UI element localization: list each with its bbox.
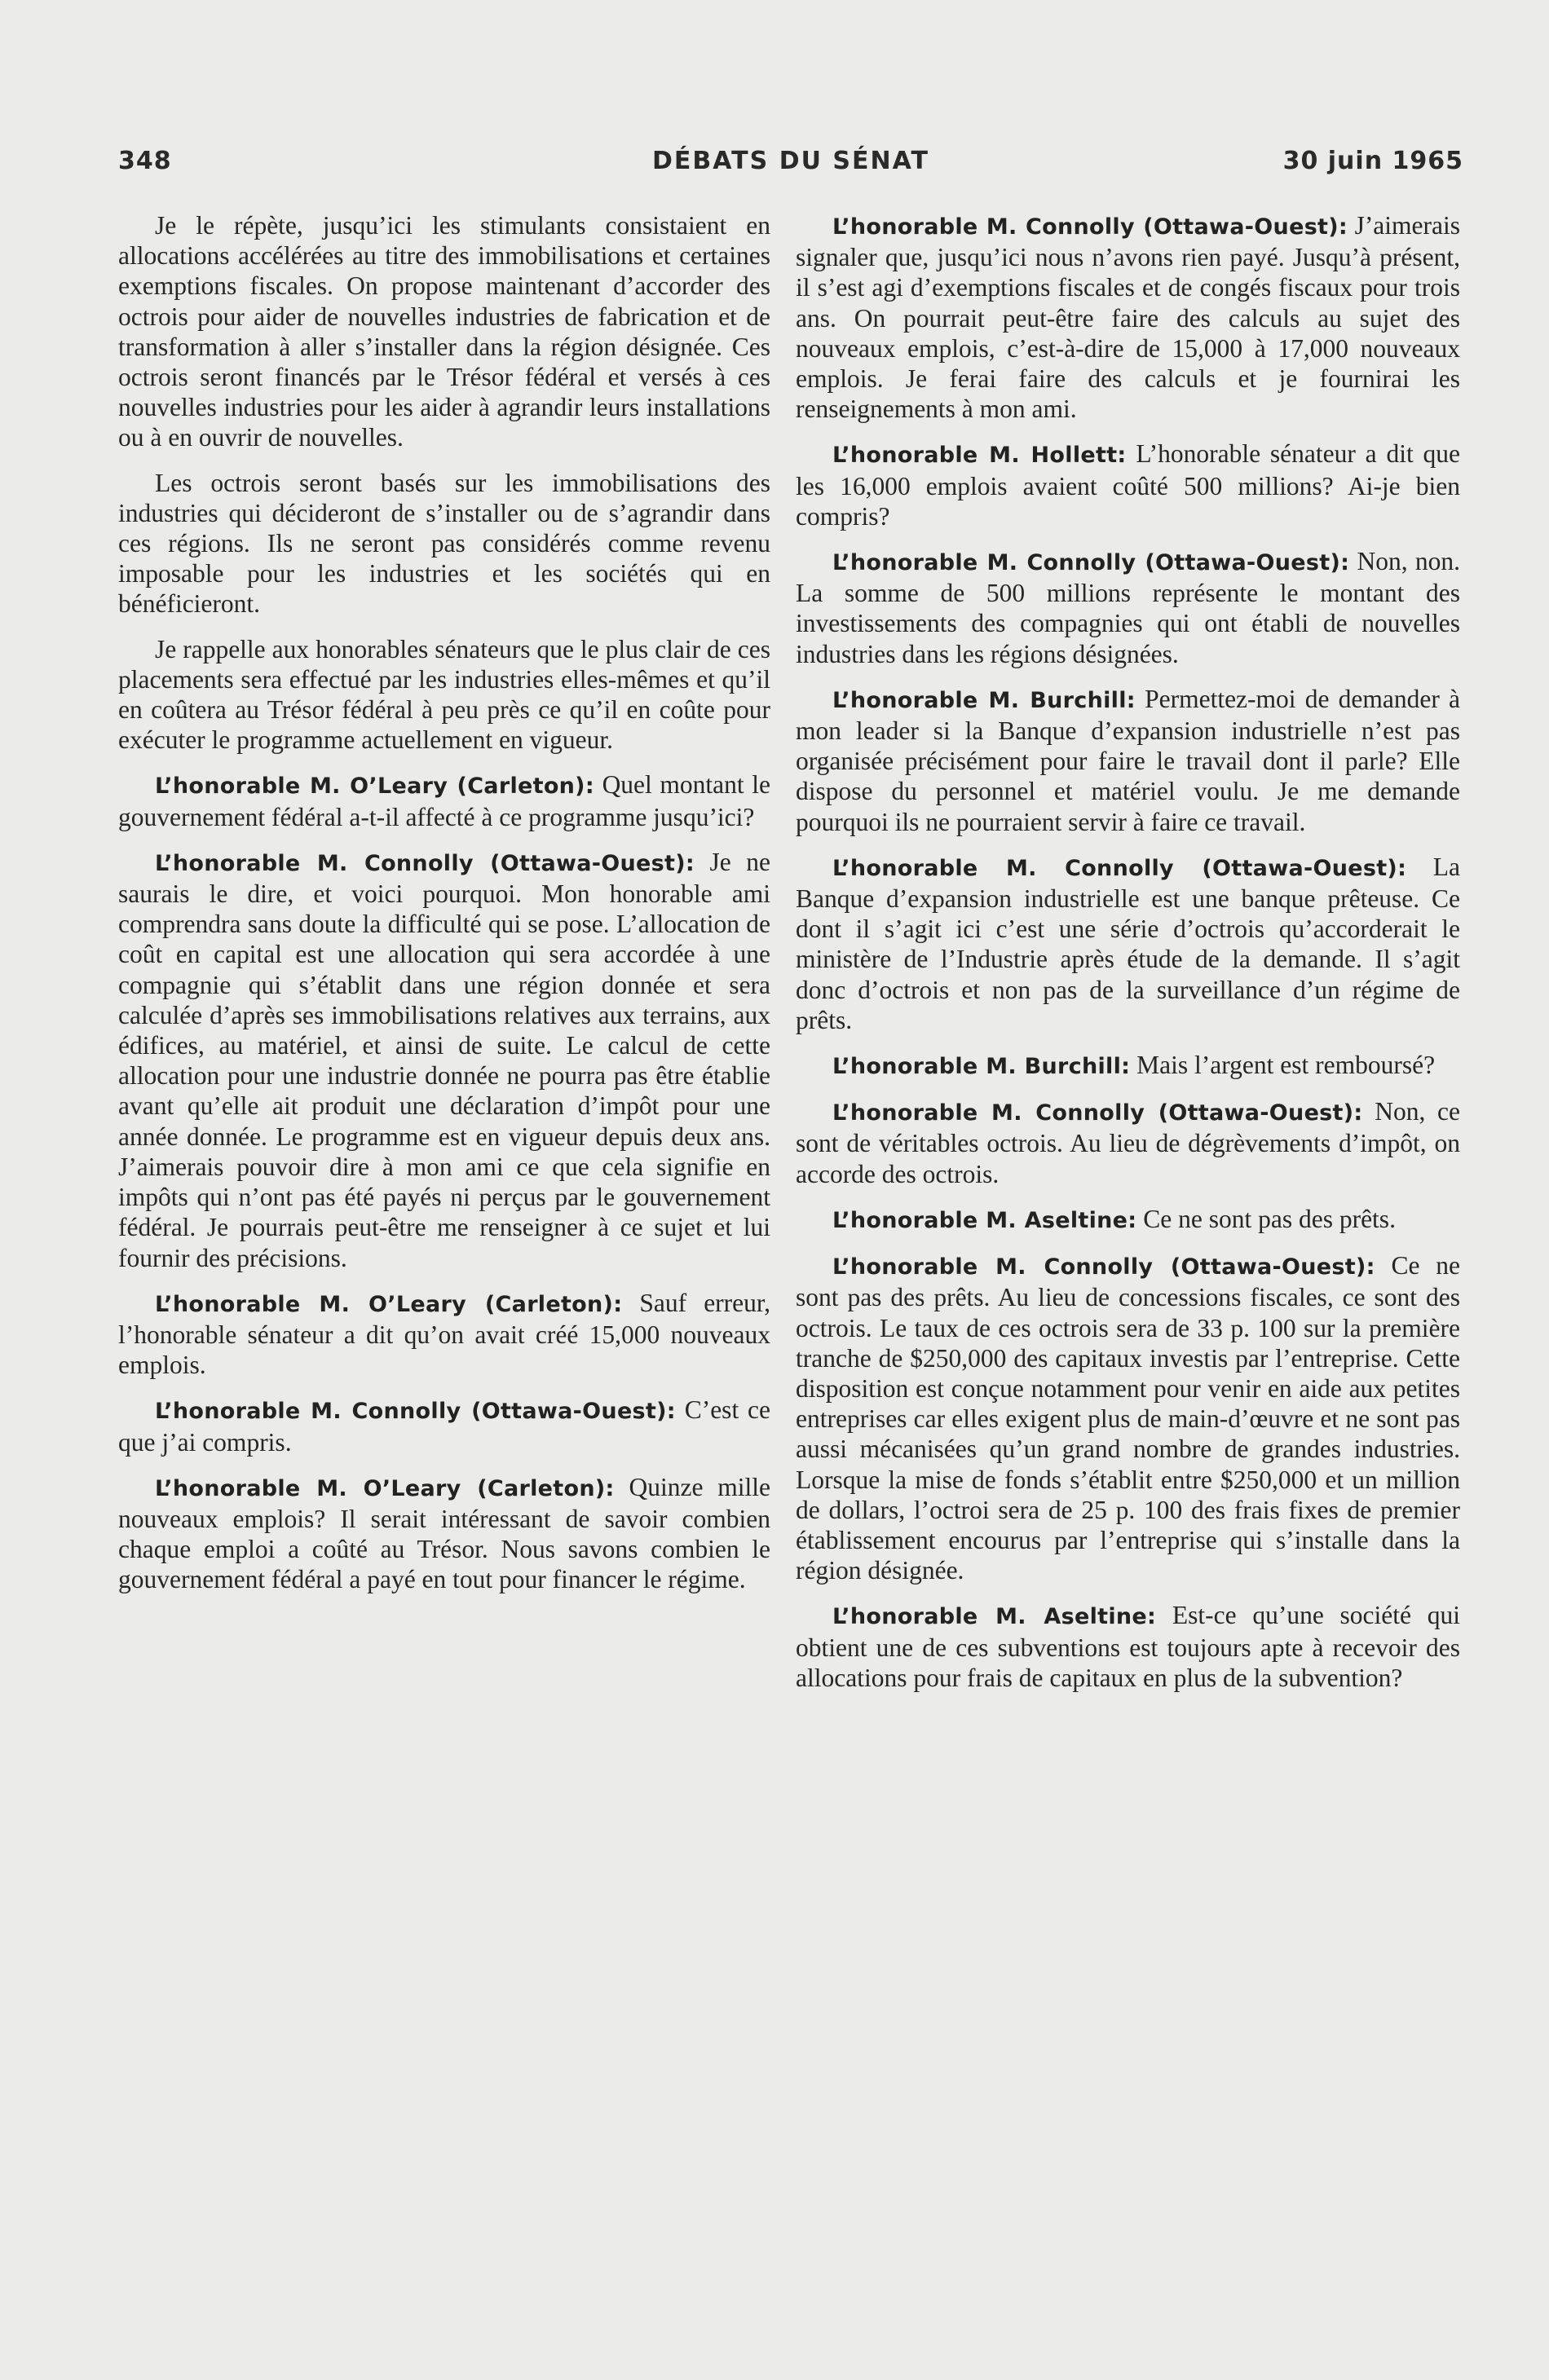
speech-text: Ce ne sont pas des prêts. Au lieu de concessions fiscales, ce sont des octrois. Le taux de ces octrois sera de 33 p. 100 sur la première tranche de $250,000 des capitaux investis par l’entreprise. Cette disposition est conçue notamment pour venir en aide aux petites entreprises car elles exigent plus de main-d’œuvre et ne sont pas aussi mécanisées qu’un grand nombre de grandes industries. Lorsque la mise de fonds s’établit entre $250,000 et un million de dollars, l’octroi sera de 25 p. 100 des frais fixes de premier établissement encourus par l’entreprise qui s’installe dans la région désignée. bbox=[796, 1251, 1460, 1585]
speech-text: Non, non. La somme de 500 millions représente le montant des investissements des compagnies qui ont établi de nouvelles industries dans les régions désignées. bbox=[796, 547, 1461, 668]
speaker-name: L’honorable M. Burchill: bbox=[832, 1054, 1131, 1080]
page-number: 348 bbox=[118, 147, 172, 175]
paragraph bbox=[118, 468, 770, 619]
speaker-name: L’honorable M. Connolly (Ottawa-Ouest): bbox=[155, 850, 695, 876]
speech bbox=[796, 439, 1460, 531]
speech bbox=[796, 1600, 1460, 1693]
paragraph bbox=[118, 210, 770, 453]
speech-text: Sauf erreur, l’honorable sénateur a dit qu’on avait créé 15,000 nouveaux emplois. bbox=[118, 1288, 770, 1380]
speaker-name: L’honorable M. Connolly (Ottawa-Ouest): bbox=[832, 855, 1407, 881]
speech bbox=[118, 769, 770, 831]
speaker-name: L’honorable M. Connolly (Ottawa-Ouest): bbox=[832, 214, 1348, 240]
running-header bbox=[118, 147, 1463, 186]
speech-text: Non, ce sont de véritables octrois. Au lieu de dégrèvements d’impôt, on accorde des octrois. bbox=[796, 1097, 1460, 1188]
speech bbox=[796, 852, 1460, 1035]
speech-text: Quinze mille nouveaux emplois? Il serait intéressant de savoir combien chaque emploi a coûté au Trésor. Nous savons combien le gouvernement fédéral a payé en tout pour financer le régime. bbox=[118, 1472, 771, 1594]
speaker-name: L’honorable M. Hollett: bbox=[832, 443, 1127, 469]
paragraph-text: Je rappelle aux honorables sénateurs que le plus clair de ces placements sera effectué par les industries elles-mêmes et qu’il en coûtera au Trésor fédéral à peu près ce qu’il en coûte pour exécuter le programme actuellement en vigueur. bbox=[118, 634, 770, 755]
speech bbox=[796, 684, 1460, 837]
speech bbox=[796, 1050, 1460, 1082]
speaker-name: L’honorable M. Connolly (Ottawa-Ouest): bbox=[832, 1254, 1375, 1280]
speech bbox=[796, 546, 1460, 669]
left-column bbox=[118, 210, 770, 1610]
speaker-name: L’honorable M. Connolly (Ottawa-Ouest): bbox=[832, 1100, 1363, 1126]
speech-text: Je ne saurais le dire, et voici pourquoi. Mon honorable ami comprendra sans doute la difficulté qui se pose. L’allocation de coût en capital est une allocation qui sera accordée à une compagnie qui s’établit dans une région donnée et sera calculée d’après ses immobilisations relatives aux terrains, aux édifices, au matériel, et ainsi de suite. Le calcul de cette allocation pour une industrie donnée ne pourra pas être établie avant qu’elle ait produit une déclaration d’impôt pour une année donnée. Le programme est en vigueur depuis deux ans. J’aimerais pouvoir dire à mon ami ce que cela signifie en impôts qui n’ont pas été payés ni perçus par le gouvernement fédéral. Je pourrais peut-être me renseigner à ce sujet et lui fournir des précisions. bbox=[118, 847, 770, 1272]
speech bbox=[796, 1204, 1460, 1236]
speech-text: Ce ne sont pas des prêts. bbox=[1143, 1204, 1396, 1233]
speaker-name: L’honorable M. Connolly (Ottawa-Ouest): bbox=[832, 550, 1350, 576]
speech-text: C’est ce que j’ai compris. bbox=[118, 1395, 770, 1457]
right-column bbox=[796, 210, 1460, 1708]
paragraph bbox=[118, 634, 770, 756]
speech-text: La Banque d’expansion industrielle est une banque prêteuse. Ce dont il s’agit ici c’est une série d’octrois qu’accorderait le ministère de l’Industrie après étude de la demande. Il s’agit donc d’octrois et non pas de la surveillance d’un régime de prêts. bbox=[796, 852, 1460, 1034]
speech-text: J’aimerais signaler que, jusqu’ici nous n’avons rien payé. Jusqu’à présent, il s’est agi d’exemptions fiscales et de congés fiscaux pour trois ans. On pourrait peut-être faire des calculs au sujet des nouveaux emplois, c’est-à-dire de 15,000 à 17,000 nouveaux emplois. Je ferai faire des calculs et je fournirai les renseignements à mon ami. bbox=[796, 211, 1461, 424]
speaker-name: L’honorable M. Aseltine: bbox=[832, 1207, 1137, 1233]
speaker-name: L’honorable M. O’Leary (Carleton): bbox=[155, 1291, 623, 1317]
paragraph-text: Je le répète, jusqu’ici les stimulants consistaient en allocations accélérées au titre des immobilisations et certaines exemptions fiscales. On propose maintenant d’accorder des octrois pour aider de nouvelles industries de fabrication et de transformation à aller s’installer dans la région désignée. Ces octrois seront financés par le Trésor fédéral et versés à ces nouvelles industries pour les aider à agrandir leurs installations ou à en ouvrir de nouvelles. bbox=[118, 211, 770, 452]
speech bbox=[118, 847, 770, 1273]
speech bbox=[118, 1288, 770, 1381]
speaker-name: L’honorable M. O’Leary (Carleton): bbox=[155, 774, 594, 800]
speech bbox=[796, 1096, 1460, 1189]
journal-title: DÉBATS DU SÉNAT bbox=[652, 147, 929, 175]
speaker-name: L’honorable M. Aseltine: bbox=[832, 1604, 1157, 1630]
speech bbox=[118, 1395, 770, 1457]
speech-text: L’honorable sénateur a dit que les 16,000 emplois avaient coûté 500 millions? Ai-je bien compris? bbox=[796, 439, 1460, 531]
issue-date: 30 juin 1965 bbox=[1282, 147, 1463, 175]
speech-text: Mais l’argent est remboursé? bbox=[1136, 1051, 1436, 1080]
paragraph-text: Les octrois seront basés sur les immobilisations des industries qui décideront de s’installer ou de s’agrandir dans ces régions. Ils ne seront pas considérés comme revenu imposable pour les industries et les sociétés qui en bénéficieront. bbox=[118, 468, 770, 619]
speech-text: Est-ce qu’une société qui obtient une de ces subventions est toujours apte à recevoir des allocations pour frais de capitaux en plus de la subvention? bbox=[796, 1601, 1460, 1692]
speech-text: Quel montant le gouvernement fédéral a-t-il affecté à ce programme jusqu’ici? bbox=[118, 770, 771, 831]
speaker-name: L’honorable M. O’Leary (Carleton): bbox=[155, 1475, 615, 1501]
speaker-name: L’honorable M. Burchill: bbox=[832, 687, 1136, 713]
speaker-name: L’honorable M. Connolly (Ottawa-Ouest): bbox=[155, 1399, 676, 1425]
speech bbox=[796, 1250, 1460, 1585]
speech bbox=[118, 1472, 770, 1595]
speech bbox=[796, 210, 1460, 424]
speech-text: Permettez-moi de demander à mon leader si la Banque d’expansion industrielle n’est pas organisée précisément pour faire le travail dont il parle? Elle dispose du personnel et matériel voulu. Je me demande pourquoi ils ne pourraient servir à faire ce travail. bbox=[796, 684, 1460, 836]
